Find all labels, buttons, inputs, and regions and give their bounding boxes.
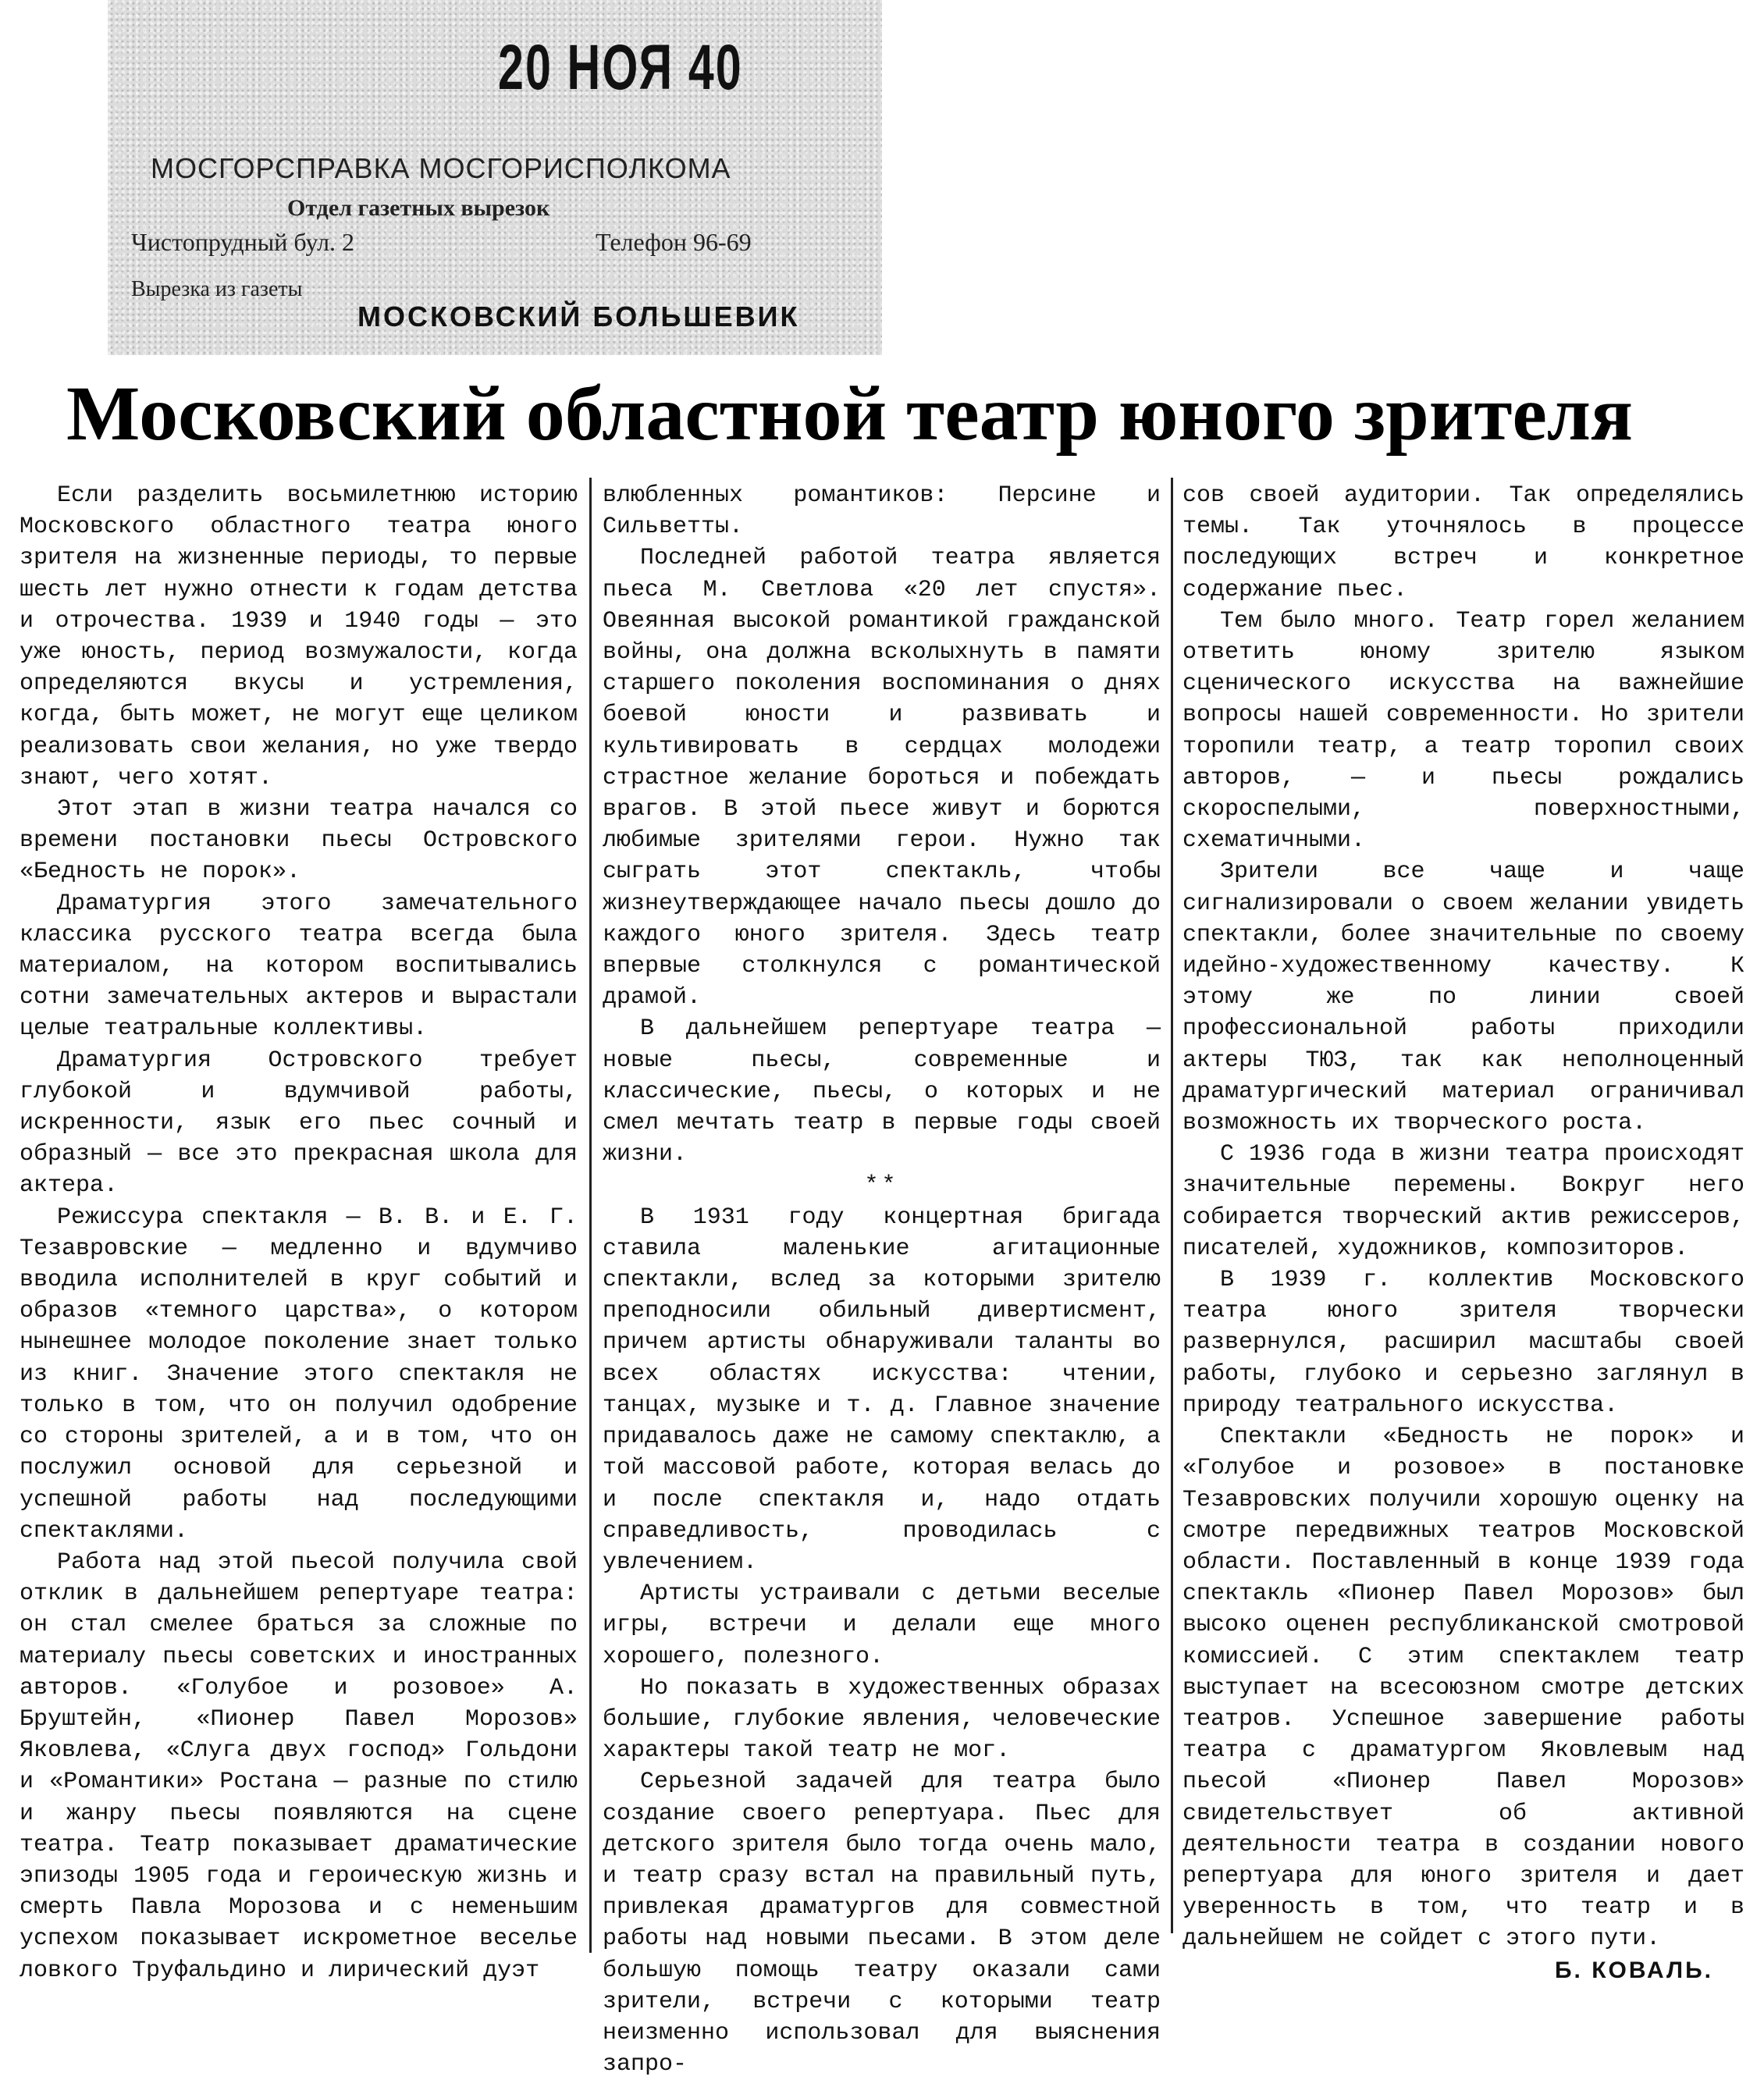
stamp-phone: Телефон 96-69 bbox=[596, 228, 752, 256]
paragraph: Зрители все чаще и чаще сигнализировали о своем желании увидеть спектакли, более значительные по своему идейно-художественному качеству. К этому же по линии своей профессиональной работы приходили актеры ТЮЗ, так как неполноценный драматургический материал ограничивал возможность их творческого роста. bbox=[1183, 859, 1744, 1137]
stamp-organization: МОСГОРСПРАВКА МОСГОРИСПОЛКОМА bbox=[151, 152, 731, 184]
article-column-2 bbox=[603, 480, 1161, 2080]
paragraph: Если разделить восьмилетнюю историю Московского областного театра юного зрителя на жизненные периоды, то первые шесть лет нужно отнести к годам детства и отрочества. 1939 и 1940 годы — это уже юность, период возмужалости, когда определяются вкусы и устремления, когда, быть может, не могут еще целиком реализовать свои желания, но уже твердо знают, чего хотят. bbox=[20, 482, 578, 791]
paragraph-continued: влюбленных романтиков: Персине и Сильветты. bbox=[603, 482, 1161, 541]
paragraph: В 1939 г. коллектив Московского театра юного зрителя творчески развернулся, расширил масштабы своей работы, глубоко и серьезно заглянул в природу театрального искусства. bbox=[1183, 1267, 1744, 1419]
paragraph: Этот этап в жизни театра начался со времени постановки пьесы Островского «Бедность не порок». bbox=[20, 796, 578, 886]
paragraph: Работа над этой пьесой получила свой отклик в дальнейшем репертуаре театра: он стал смелее браться за сложные по материалу пьесы советских и иностранных авторов. «Голубое и розовое» А. Бруштейн, «Пионер Павел Морозов» Яковлева, «Слуга двух господ» Гольдони и «Романтики» Ростана — разные по стилю и жанру пьесы появляются на сцене театра. Театр показывает драматические эпизоды 1905 года и героическую жизнь и смерть Павла Морозова и с неменьшим успехом показывает искрометное веселье ловкого Труфальдино и лирический дуэт bbox=[20, 1548, 578, 1984]
stamp-date: 20 НОЯ 40 bbox=[498, 32, 743, 103]
section-separator: ** bbox=[864, 1172, 899, 1200]
paragraph: Последней работой театра является пьеса М. Светлова «20 лет спустя». Овеянная высокой романтикой гражданской войны, она должна всколыхнуть в памяти старшего поколения воспоминания о днях боевой юности и развивать и культивировать в сердцах молодежи страстное желание бороться и побеждать врагов. В этой пьесе живут и борются любимые зрителями герои. Нужно так сыграть этот спектакль, чтобы жизнеутверждающее начало пьесы дошло до каждого юного зрителя. Здесь театр впервые столкнулся с романтической драмой. bbox=[603, 545, 1161, 1012]
paragraph: Драматургия Островского требует глубокой и вдумчивой работы, искренности, язык его пьес сочный и образный — все это прекрасная школа для актера. bbox=[20, 1047, 578, 1200]
paragraph: Но показать в художественных образах большие, глубокие явления, человеческие характеры такой театр не мог. bbox=[603, 1674, 1161, 1765]
paragraph: Тем было много. Театр горел желанием ответить юному зрителю языком сценического искусства на важнейшие вопросы нашей современности. Но зрители торопили театр, а театр торопил своих авторов, — и пьесы рождались скороспелыми, поверхностными, схематичными. bbox=[1183, 607, 1744, 855]
paragraph: Серьезной задачей для театра было создание своего репертуара. Пьес для детского зрителя было тогда очень мало, и театр сразу встал на правильный путь, привлекая драматургов для совместной работы над новыми пьесами. В этом деле большую помощь театру оказали сами зрители, встречи с которыми театр неизменно использовал для выяснения запро- bbox=[603, 1769, 1161, 2078]
article-column-3 bbox=[1183, 480, 1744, 1986]
paragraph: С 1936 года в жизни театра происходят значительные перемены. Вокруг него собирается творческий актив режиссеров, писателей, художников, композиторов. bbox=[1183, 1141, 1744, 1262]
column-divider bbox=[589, 478, 592, 1953]
paragraph: Режиссура спектакля — В. В. и Е. Г. Тезавровские — медленно и вдумчиво вводила исполнителей в круг событий и образов «темного царства», о котором нынешнее молодое поколение знает только из книг. Значение этого спектакля не только в том, что он получил одобрение со стороны зрителей, а и в том, что он послужил основой для серьезной и успешной работы над последующими спектаклями. bbox=[20, 1204, 578, 1545]
paragraph: Драматургия этого замечательного классика русского театра всегда была материалом, на котором воспитывались сотни замечательных актеров и вырастали целые театральные коллективы. bbox=[20, 890, 578, 1043]
paragraph: В 1931 году концертная бригада ставила маленькие агитационные спектакли, вслед за которыми зрителю преподносили обильный дивертисмент, причем артисты обнаруживали таланты во всех областях искусства: чтении, танцах, музыке и т. д. Главное значение придавалось даже не самому спектаклю, а той массовой работе, которая велась до и после спектакля и, надо отдать справедливость, проводилась с увлечением. bbox=[603, 1204, 1161, 1576]
paragraph: Артисты устраивали с детьми веселые игры, встречи и делали еще много хорошего, полезного. bbox=[603, 1580, 1161, 1670]
stamp-clipping-from: Вырезка из газеты bbox=[131, 277, 303, 301]
stamp-newspaper-name: МОСКОВСКИЙ БОЛЬШЕВИК bbox=[357, 300, 800, 332]
stamp-department: Отдел газетных вырезок bbox=[287, 195, 550, 221]
stamp-address: Чистопрудный бул. 2 bbox=[131, 228, 355, 256]
article-title: Московский областной театр юного зрителя bbox=[66, 370, 1634, 457]
paragraph: В дальнейшем репертуаре театра — новые пьесы, современные и классические, пьесы, о которых и не смел мечтать театр в первые годы своей жизни. bbox=[603, 1015, 1161, 1168]
clipping-stamp bbox=[108, 0, 882, 355]
article-author: Б. КОВАЛЬ. bbox=[1554, 1957, 1713, 1983]
paragraph-continued: сов своей аудитории. Так определялись темы. Так уточнялось в процессе последующих встреч и конкретное содержание пьес. bbox=[1183, 482, 1744, 603]
article-column-1 bbox=[20, 480, 578, 1986]
paragraph: Спектакли «Бедность не порок» и «Голубое и розовое» в постановке Тезавровских получили хорошую оценку на смотре передвижных театров Московской области. Поставленный в конце 1939 года спектакль «Пионер Павел Морозов» был высоко оценен республиканской смотровой комиссией. С этим спектаклем театр выступает на всесоюзном смотре детских театров. Успешное завершение работы театра с драматургом Яковлевым над пьесой «Пионер Павел Морозов» свидетельствует об активной деятельности театра в создании нового репертуара для юного зрителя и дает уверенность в том, что театр и в дальнейшем не сойдет с этого пути. bbox=[1183, 1424, 1744, 1953]
column-divider bbox=[1171, 478, 1173, 1933]
